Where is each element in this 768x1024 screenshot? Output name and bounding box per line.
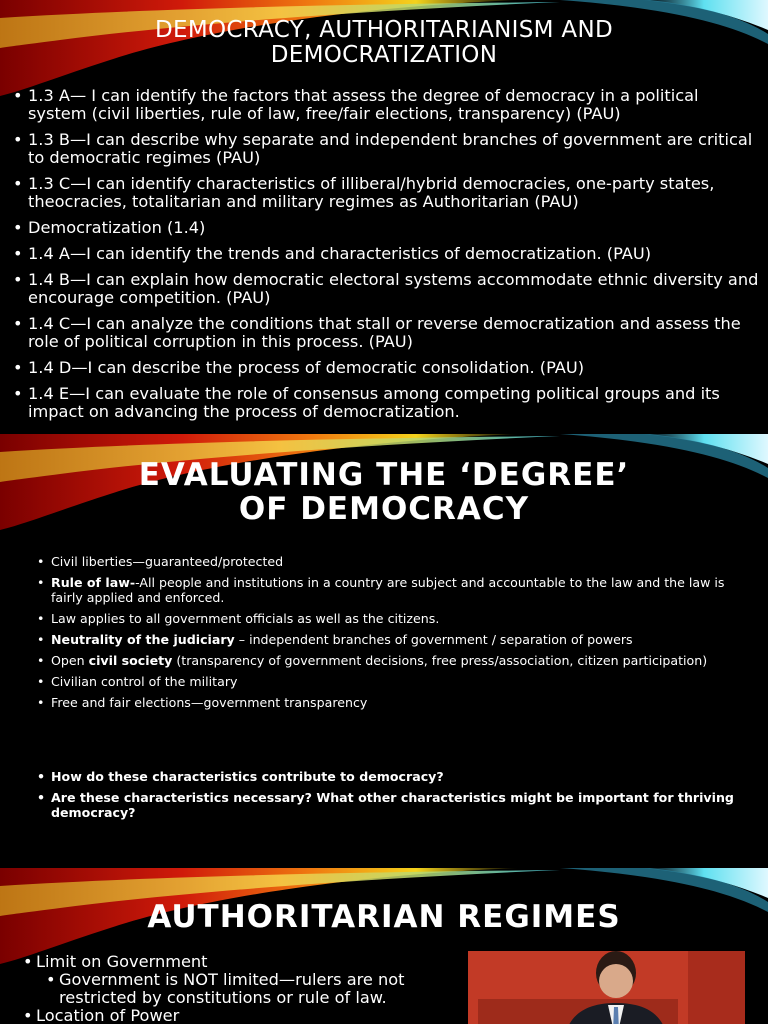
list-sub-item: • Government is NOT limited—rulers are not restricted by constitutions or rule of law. <box>59 971 456 1007</box>
slide-1-title-line-1: DEMOCRACY, AUTHORITARIANISM AND <box>155 17 613 43</box>
list-item: • 1.4 B—I can explain how democratic electoral systems accommodate ethnic diversity and encourage competition. (PAU) <box>28 271 760 307</box>
list-item: • 1.4 A—I can identify the trends and characteristics of democratization. (PAU) <box>28 245 760 263</box>
item-text: -All people and institutions in a country are subject and accountable to the law and the law is fairly applied and enforced. <box>51 575 725 605</box>
list-item: • 1.4 E—I can evaluate the role of consensus among competing political groups and its impact on advancing the process of democratization. <box>28 385 760 421</box>
list-item: • 1.3 C—I can identify characteristics of illiberal/hybrid democracies, one-party states, theocracies, totalitarian and military regimes as Authoritarian (PAU) <box>28 175 760 211</box>
list-item <box>51 576 751 605</box>
slide-2-title-line-1: EVALUATING THE ‘DEGREE’ <box>138 457 630 493</box>
item-text: Law applies to all government officials as well as the citizens. <box>51 610 440 626</box>
term-civil-society: civil society <box>88 652 173 668</box>
list-item <box>51 612 751 627</box>
list-item: • 1.3 A— I can identify the factors that assess the degree of democracy in a political system (civil liberties, rule of law, free/fair elections, transparency) (PAU) <box>28 87 760 123</box>
authoritarian-list <box>36 953 456 1024</box>
list-item: • Limit on Government <box>36 953 456 971</box>
slide-2 <box>0 434 768 866</box>
item-text: Civilian control of the military <box>51 673 238 689</box>
list-item: • Democratization (1.4) <box>28 219 760 237</box>
term-neutrality: Neutrality of the judiciary <box>51 631 235 647</box>
question-item: • How do these characteristics contribute to democracy? <box>51 770 751 785</box>
objectives-list <box>28 87 760 429</box>
item-text: Open <box>51 652 89 668</box>
question-item: • Are these characteristics necessary? What other characteristics might be important for thriving democracy? <box>51 791 751 820</box>
democracy-characteristics-list <box>51 555 751 717</box>
slide-2-title <box>0 458 768 526</box>
list-item: • 1.4 D—I can describe the process of democratic consolidation. (PAU) <box>28 359 760 377</box>
term-rule-of-law: Rule of law- <box>51 575 136 590</box>
slide-2-title-line-2: OF DEMOCRACY <box>238 491 530 528</box>
item-text: Civil liberties—guaranteed/protected <box>51 554 284 569</box>
questions-list <box>51 770 751 827</box>
list-item <box>51 654 751 669</box>
list-item <box>51 696 751 711</box>
slide-3-title: AUTHORITARIAN REGIMES <box>147 899 621 935</box>
item-text: – independent branches of government / separation of powers <box>234 631 633 647</box>
item-text: (transparency of government decisions, free press/association, citizen participation) <box>172 652 708 668</box>
slide-3 <box>0 868 768 1024</box>
leader-photo <box>468 951 745 1024</box>
list-item <box>51 555 751 570</box>
photo-illustration <box>468 951 745 1024</box>
list-item <box>51 675 751 690</box>
slide-1-title-line-2: DEMOCRATIZATION <box>270 42 498 69</box>
list-item: • 1.4 C—I can analyze the conditions that stall or reverse democratization and assess the role of political corruption in this process. (PAU) <box>28 315 760 351</box>
item-text: Free and fair elections—government transparency <box>51 694 368 710</box>
slide-1 <box>0 0 768 432</box>
slide-1-title <box>0 18 768 69</box>
list-item: • 1.3 B—I can describe why separate and independent branches of government are critical to democratic regimes (PAU) <box>28 131 760 167</box>
list-item: • Location of Power <box>36 1007 456 1024</box>
list-item <box>51 633 751 648</box>
